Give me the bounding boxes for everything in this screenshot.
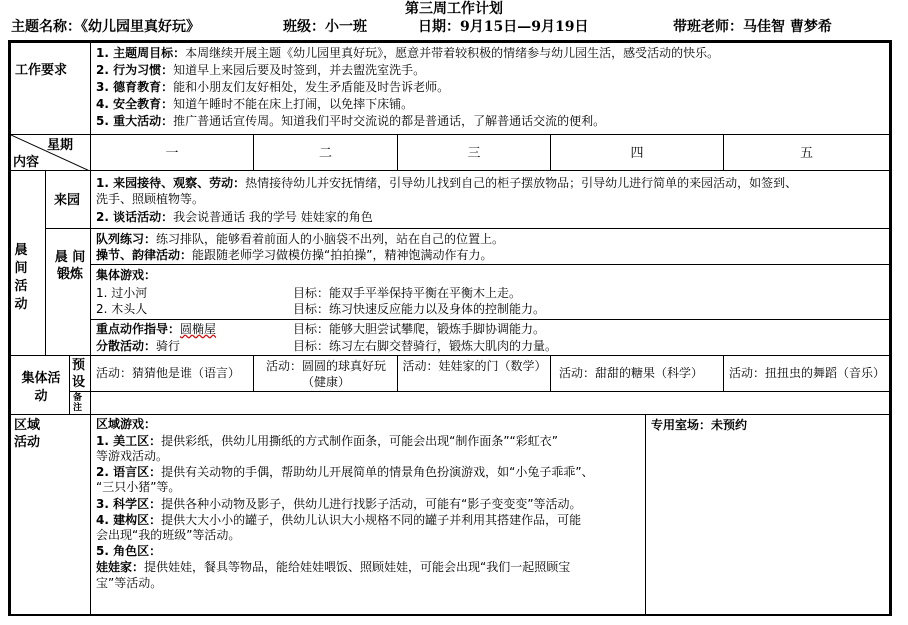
activity-cell-2 bbox=[253, 355, 398, 392]
class-value: 小一班 bbox=[325, 19, 367, 35]
plan-label-cell bbox=[69, 355, 91, 392]
area-title: 区域游戏： bbox=[96, 417, 157, 431]
area-item-5-title: 5. 角色区： bbox=[96, 544, 162, 558]
class-label: 班级： bbox=[283, 19, 325, 35]
day-header-3: 三 bbox=[397, 134, 551, 171]
note-label-cell bbox=[69, 391, 91, 415]
req-item-3: 3. 德育教育：能和小朋友们友好相处，发生矛盾能及时告诉老师。 bbox=[96, 80, 450, 94]
theme-field bbox=[11, 17, 200, 37]
requirements-cell bbox=[90, 42, 890, 135]
collective-label: 集体活动 bbox=[21, 371, 61, 404]
corner-bottom-label: 内容 bbox=[13, 155, 40, 170]
games-title: 集体游戏： bbox=[96, 268, 157, 282]
date-value: 9月15日—9月19日 bbox=[460, 19, 589, 35]
arrival-line-3: 2. 谈话活动：我会说普通话 我的学号 娃娃家的角色 bbox=[96, 210, 373, 224]
arrival-line-1: 1. 来园接待、观察、劳动：热情接待幼儿并安抚情绪，引导幼儿找到自己的柜子摆放物品；引导幼儿进行简单的来园活动，如签到、 bbox=[96, 176, 798, 190]
morning-label-cell bbox=[10, 170, 46, 356]
area-item-4-line-1: 4. 建构区：提供大大小小的罐子，供幼儿认识大小规格不同的罐子并利用其搭建作品，可能 bbox=[96, 513, 582, 527]
requirements-label: 工作要求 bbox=[15, 63, 68, 78]
req-item-5: 5. 重大活动：推广普通话宣传周。知道我们平时交流说的都是普通话，了解普通话交流的便利。 bbox=[96, 114, 606, 128]
class-field bbox=[283, 17, 367, 37]
game-goal-2: 目标：练习快速反应能力以及身体的控制能力。 bbox=[293, 302, 546, 316]
key-action-cell bbox=[90, 319, 890, 356]
special-room-line: 专用室场：未预约 bbox=[651, 418, 748, 432]
req-item-1: 1. 主题周目标：本周继续开展主题《幼儿园里真好玩》，愿意并带着较积极的情绪参与幼儿园生活，感受活动的快乐。 bbox=[96, 46, 720, 60]
date-field bbox=[418, 17, 588, 37]
area-item-1-line-1: 1. 美工区：提供彩纸，供幼儿用撕纸的方式制作面条，可能会出现“制作面条”“彩虹衣” bbox=[96, 434, 558, 448]
req-item-4: 4. 安全教育：知道午睡时不能在床上打闹，以免摔下床铺。 bbox=[96, 97, 414, 111]
area-item-1-line-2: 等游戏活动。 bbox=[96, 449, 169, 463]
area-content-cell bbox=[90, 414, 646, 615]
teacher-label: 带班老师： bbox=[673, 19, 743, 35]
activity-3: 活动：娃娃家的门（数学） bbox=[402, 359, 547, 373]
games-cell bbox=[90, 264, 890, 320]
activity-cell-3 bbox=[397, 355, 551, 392]
activity-cell-4 bbox=[550, 355, 724, 392]
collective-label-cell bbox=[10, 355, 70, 415]
area-label: 区域活动 bbox=[14, 418, 41, 450]
game-goal-1: 目标：能双手平举保持平衡在平衡木上走。 bbox=[293, 286, 522, 300]
activity-cell-1 bbox=[90, 355, 254, 392]
req-item-2: 2. 行为习惯：知道早上来园后要及时签到，并去盥洗室洗手。 bbox=[96, 63, 426, 77]
activity-cell-5 bbox=[723, 355, 890, 392]
area-item-6-line-1: 娃娃家：提供娃娃，餐具等物品，能给娃娃喂饭、照顾娃娃，可能会出现“我们一起照顾宝 bbox=[96, 560, 571, 574]
day-header-1: 一 bbox=[90, 134, 254, 171]
activity-2: 活动：圆圆的球真好玩（健康） bbox=[265, 359, 386, 389]
morning-char-4: 动 bbox=[14, 297, 28, 312]
teacher-value: 马佳智 曹梦希 bbox=[743, 19, 832, 35]
activity-5: 活动：扭扭虫的舞蹈（音乐） bbox=[729, 366, 886, 380]
exercise-label: 晨 间锻炼 bbox=[54, 250, 86, 282]
exercise-label-cell bbox=[45, 228, 91, 356]
key-action-goal: 目标：能够大胆尝试攀爬，锻炼手脚协调能力。 bbox=[293, 322, 546, 336]
day-header-2: 二 bbox=[253, 134, 398, 171]
group-activity-goal: 目标：练习左右脚交替骑行，锻炼大肌肉的力量。 bbox=[293, 339, 558, 353]
theme-label: 主题名称： bbox=[11, 19, 81, 35]
arrival-label-cell bbox=[45, 170, 91, 229]
corner-top-label: 星期 bbox=[47, 138, 74, 153]
group-activity-line: 分散活动：骑行 bbox=[96, 339, 181, 353]
arrival-label: 来园 bbox=[54, 193, 81, 208]
theme-value: 《幼儿园里真好玩》 bbox=[81, 19, 200, 35]
morning-char-2: 间 bbox=[14, 261, 28, 276]
teacher-field bbox=[673, 17, 832, 37]
activity-1: 活动：猜猜他是谁（语言） bbox=[96, 366, 241, 380]
game-name-1: 1. 过小河 bbox=[96, 286, 148, 300]
activity-4: 活动：甜甜的糖果（科学） bbox=[559, 366, 704, 380]
area-label-cell bbox=[10, 414, 91, 615]
day-header-5: 五 bbox=[723, 134, 890, 171]
note-label: 备注 bbox=[73, 393, 83, 413]
exercise-cell bbox=[90, 228, 890, 265]
note-cell bbox=[90, 391, 890, 415]
morning-char-1: 晨 bbox=[14, 243, 28, 258]
corner-cell bbox=[10, 134, 91, 171]
key-action-line: 重点动作指导：圆椭屋 bbox=[96, 322, 217, 336]
requirements-label-cell bbox=[10, 42, 91, 135]
area-item-2-line-1: 2. 语言区：提供有关动物的手偶，帮助幼儿开展简单的情景角色扮演游戏，如“小兔子乖乖”、 bbox=[96, 465, 594, 479]
game-name-2: 2. 木头人 bbox=[96, 302, 148, 316]
area-item-2-line-2: “三只小猪”等。 bbox=[96, 480, 181, 494]
page-title: 第三周工作计划 bbox=[405, 1, 503, 17]
date-label: 日期： bbox=[418, 19, 460, 35]
special-room-cell bbox=[645, 414, 890, 615]
arrival-cell bbox=[90, 170, 890, 229]
area-item-4-line-2: 会出现“我的班级”等活动。 bbox=[96, 528, 241, 542]
area-item-3-line-1: 3. 科学区：提供各种小动物及影子，供幼儿进行找影子活动，可能有“影子变变变”等活动。 bbox=[96, 497, 582, 511]
rhythm-line: 操节、韵律活动：能跟随老师学习做模仿操“拍拍操”，精神饱满动作有力。 bbox=[96, 248, 493, 262]
morning-char-3: 活 bbox=[14, 279, 28, 294]
plan-label: 预设 bbox=[72, 358, 86, 390]
queue-line: 队列练习：练习排队，能够看着前面人的小脑袋不出列，站在自己的位置上。 bbox=[96, 232, 505, 246]
area-item-6-line-2: 宝”等活动。 bbox=[96, 576, 163, 590]
day-header-4: 四 bbox=[550, 134, 724, 171]
arrival-line-2: 洗手、照顾植物等。 bbox=[96, 192, 205, 206]
